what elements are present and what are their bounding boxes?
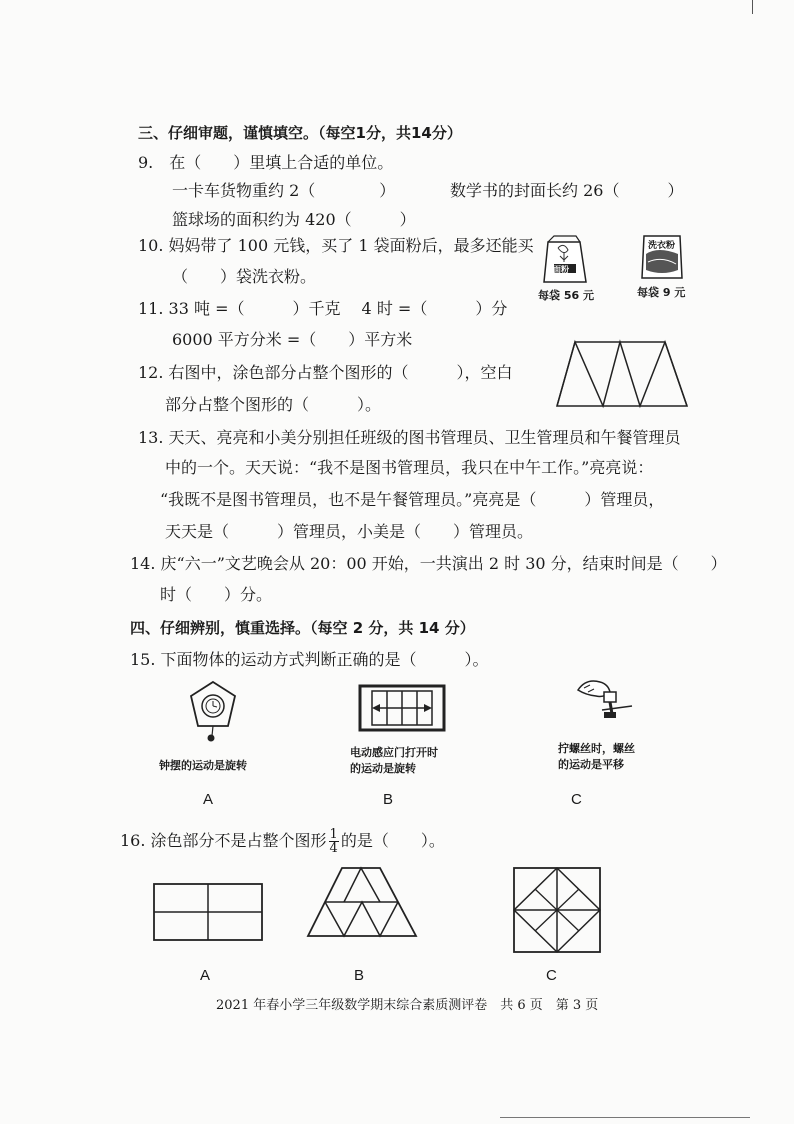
pendulum-clock-image <box>188 680 238 746</box>
q11-line2: 6000 平方分米 =（ ）平方米 <box>172 330 413 349</box>
q16-label-c: C <box>546 967 557 984</box>
q11-line1: 11. 33 吨 =（ ）千克 4 时 =（ ）分 <box>138 299 508 318</box>
q15-label-c: C <box>571 791 582 808</box>
page-footer: 2021 年春小学三年级数学期末综合素质测评卷 共 6 页 第 3 页 <box>216 998 599 1013</box>
q16-fraction <box>329 828 339 855</box>
q15-label-a: A <box>203 791 214 808</box>
q13-line1: 13. 天天、亮亮和小美分别担任班级的图书管理员、卫生管理员和午餐管理员 <box>138 428 681 447</box>
q15-option-a-text: 钟摆的运动是旋转 <box>159 759 247 772</box>
q13-line2: 中的一个。天天说：“我不是图书管理员，我只在中午工作。”亮亮说： <box>165 458 654 477</box>
q15-stem: 15. 下面物体的运动方式判断正确的是（ ）。 <box>130 650 489 669</box>
q16-stem-before: 16. 涂色部分不是占整个图形 <box>120 831 327 850</box>
q15-option-c-text-2: 的运动是平移 <box>558 758 624 771</box>
section3-heading: 三、仔细审题，谨慎填空。（每空1分，共14分） <box>138 124 462 142</box>
q12-line2: 部分占整个图形的（ ）。 <box>165 395 382 414</box>
q16-fraction-num: 1 <box>329 827 338 842</box>
q9-c: 篮球场的面积约为 420（ ） <box>172 210 416 229</box>
q10-line1: 10. 妈妈带了 100 元钱，买了 1 袋面粉后，最多还能买 <box>138 236 534 255</box>
flour-bag-label: 面粉 <box>553 265 569 274</box>
q9-a: 一卡车货物重约 2（ ） <box>172 181 396 200</box>
q16-option-a-rectangle <box>152 882 264 942</box>
flour-bag-image <box>540 234 590 286</box>
q15-label-b: B <box>383 791 394 808</box>
detergent-bag-image <box>638 232 686 282</box>
flour-price: 每袋 56 元 <box>538 289 594 302</box>
q16-fraction-den: 4 <box>329 841 338 856</box>
q13-line3: “我既不是图书管理员，也不是午餐管理员。”亮亮是（ ）管理员， <box>160 490 665 509</box>
q15-option-b-text-2: 的运动是旋转 <box>350 762 416 775</box>
q16-label-a: A <box>200 967 211 984</box>
q16-option-c-square <box>512 866 602 954</box>
q9-b: 数学书的封面长约 26（ ） <box>450 181 684 200</box>
q12-trapezoid-figure <box>555 340 690 410</box>
q15-option-c-text-1: 拧螺丝时，螺丝 <box>558 742 635 755</box>
q16-stem-after: 的是（ ）。 <box>340 831 445 850</box>
detergent-price: 每袋 9 元 <box>637 286 686 299</box>
scan-mark <box>752 0 753 14</box>
q10-line2: （ ）袋洗衣粉。 <box>172 267 317 286</box>
sliding-door-image <box>358 684 448 734</box>
q16-label-b: B <box>354 967 365 984</box>
q9-stem: 9. 在（ ）里填上合适的单位。 <box>138 153 394 172</box>
q14-line1: 14. 庆“六一”文艺晚会从 20：00 开始，一共演出 2 时 30 分，结束时间是（ ） <box>130 554 727 573</box>
screwdriver-hand-image <box>574 676 634 722</box>
scan-edge-line <box>500 1117 750 1118</box>
q14-line2: 时（ ）分。 <box>160 585 273 604</box>
q12-line1: 12. 右图中，涂色部分占整个图形的（ ），空白 <box>138 363 513 382</box>
q16-stem <box>120 828 445 855</box>
q15-option-b-text-1: 电动感应门打开时 <box>350 746 438 759</box>
detergent-bag-label: 洗衣粉 <box>648 241 676 251</box>
section4-heading: 四、仔细辨别，慎重选择。（每空 2 分，共 14 分） <box>130 619 475 637</box>
q16-option-b-trapezoid <box>306 866 418 938</box>
q13-line4: 天天是（ ）管理员，小美是（ ）管理员。 <box>165 522 534 541</box>
